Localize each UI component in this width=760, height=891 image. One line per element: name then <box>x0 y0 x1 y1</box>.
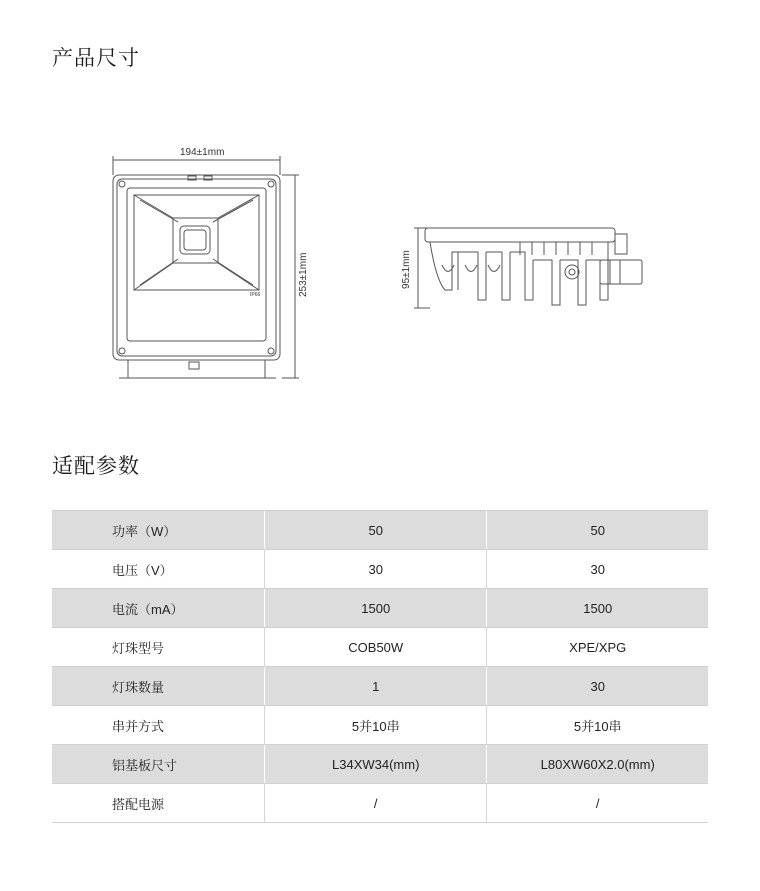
row-label: 电压（V） <box>52 550 265 589</box>
width-dimension-label: 194±1mm <box>180 147 225 158</box>
row-label: 灯珠型号 <box>52 628 265 667</box>
value-cell: 50 <box>487 511 708 550</box>
row-label: 串并方式 <box>52 706 265 745</box>
value-cell: XPE/XPG <box>487 628 708 667</box>
value-cell: 1500 <box>265 589 487 628</box>
dimensions-section-title: 产品尺寸 <box>52 46 140 70</box>
front-view-housing <box>113 175 280 360</box>
value-cell: COB50W <box>265 628 487 667</box>
depth-dimension-label: 95±1mm <box>401 250 412 289</box>
value-cell: 5并10串 <box>265 706 487 745</box>
row-label: 铝基板尺寸 <box>52 745 265 784</box>
value-cell: 30 <box>487 667 708 706</box>
table-row <box>52 511 708 550</box>
params-table <box>52 510 708 823</box>
value-cell: 30 <box>265 550 487 589</box>
ip-rating-badge: IP66 <box>250 292 261 298</box>
height-dimension-label: 253±1mm <box>298 252 309 297</box>
value-cell: 5并10串 <box>487 706 708 745</box>
table-row <box>52 550 708 589</box>
table-row <box>52 628 708 667</box>
side-connector <box>600 260 642 284</box>
table-row <box>52 784 708 823</box>
params-section-title: 适配参数 <box>52 454 140 478</box>
product-dimension-drawing <box>100 140 660 400</box>
value-cell: / <box>265 784 487 823</box>
value-cell: 30 <box>487 550 708 589</box>
dimension-drawing-svg <box>100 140 660 400</box>
value-cell: 50 <box>265 511 487 550</box>
value-cell: L80XW60X2.0(mm) <box>487 745 708 784</box>
side-view-housing <box>425 228 615 242</box>
front-glass-panel <box>127 188 266 341</box>
table-row <box>52 706 708 745</box>
cable-gland <box>565 265 579 279</box>
row-label: 电流（mA） <box>52 589 265 628</box>
table-row <box>52 589 708 628</box>
value-cell: L34XW34(mm) <box>265 745 487 784</box>
table-row <box>52 667 708 706</box>
value-cell: / <box>487 784 708 823</box>
row-label: 功率（W） <box>52 511 265 550</box>
row-label: 搭配电源 <box>52 784 265 823</box>
value-cell: 1 <box>265 667 487 706</box>
row-label: 灯珠数量 <box>52 667 265 706</box>
table-row <box>52 745 708 784</box>
value-cell: 1500 <box>487 589 708 628</box>
